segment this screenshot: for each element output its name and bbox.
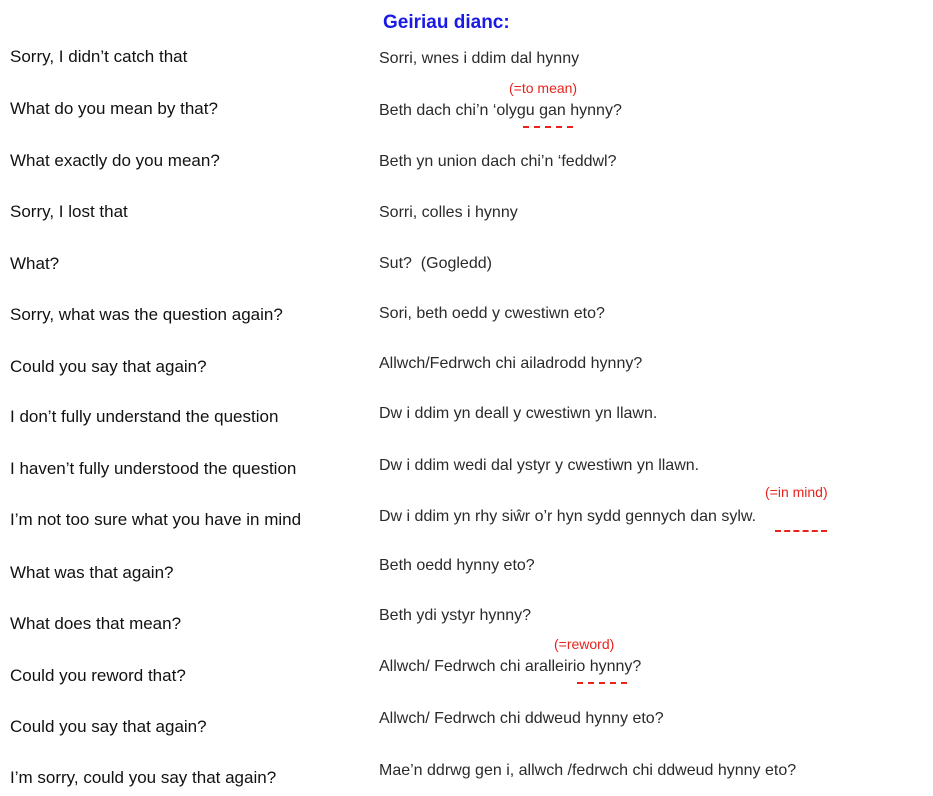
annotation-note: (=in mind): [765, 484, 828, 500]
english-phrase: Sorry, I didn’t catch that: [10, 47, 188, 66]
english-phrase: Sorry, what was the question again?: [10, 305, 283, 324]
english-phrase: What was that again?: [10, 563, 174, 582]
welsh-phrase: Dw i ddim wedi dal ystyr y cwestiwn yn llawn.: [379, 457, 700, 474]
english-phrase: Could you say that again?: [10, 357, 207, 376]
english-phrase: What do you mean by that?: [10, 99, 218, 118]
page-title: Geiriau dianc:: [383, 12, 510, 33]
welsh-phrase: Mae’n ddrwg gen i, allwch /fedrwch chi ddweud hynny eto?: [379, 762, 797, 779]
english-phrase: I’m sorry, could you say that again?: [10, 768, 277, 787]
english-phrase: Could you say that again?: [10, 717, 207, 736]
english-phrase: I don’t fully understand the question: [10, 407, 279, 426]
welsh-phrase: Dw i ddim yn deall y cwestiwn yn llawn.: [379, 405, 658, 422]
welsh-phrase: Allwch/Fedrwch chi ailadrodd hynny?: [379, 355, 643, 372]
welsh-phrase: Allwch/ Fedrwch chi aralleirio hynny?: [379, 658, 642, 675]
annotation-note: (=to mean): [509, 80, 578, 96]
english-phrase: I’m not too sure what you have in mind: [10, 510, 302, 529]
welsh-phrase: Sori, beth oedd y cwestiwn eto?: [379, 305, 605, 322]
english-phrase: What does that mean?: [10, 614, 182, 633]
english-phrase: I haven’t fully understood the question: [10, 459, 297, 478]
english-phrase: Could you reword that?: [10, 666, 186, 685]
welsh-phrase: Beth yn union dach chi’n ‘feddwl?: [379, 153, 617, 170]
annotation-note: (=reword): [554, 636, 615, 652]
annotation-underline: [775, 530, 827, 532]
english-phrase: What exactly do you mean?: [10, 151, 220, 170]
annotation-underline: [577, 682, 627, 684]
welsh-phrase: Sorri, colles i hynny: [379, 204, 518, 221]
annotation-underline: [523, 126, 573, 128]
english-phrase: What?: [10, 254, 60, 273]
welsh-phrase: Sut? (Gogledd): [379, 255, 492, 272]
english-phrase: Sorry, I lost that: [10, 202, 128, 221]
welsh-phrase: Beth ydi ystyr hynny?: [379, 607, 532, 624]
welsh-phrase: Beth oedd hynny eto?: [379, 557, 535, 574]
welsh-phrase: Dw i ddim yn rhy siŵr o’r hyn sydd gennych dan sylw.: [379, 508, 757, 525]
welsh-phrase: Sorri, wnes i ddim dal hynny: [379, 50, 580, 67]
welsh-phrase: Beth dach chi’n ‘olygu gan hynny?: [379, 102, 622, 119]
welsh-phrase: Allwch/ Fedrwch chi ddweud hynny eto?: [379, 710, 664, 727]
